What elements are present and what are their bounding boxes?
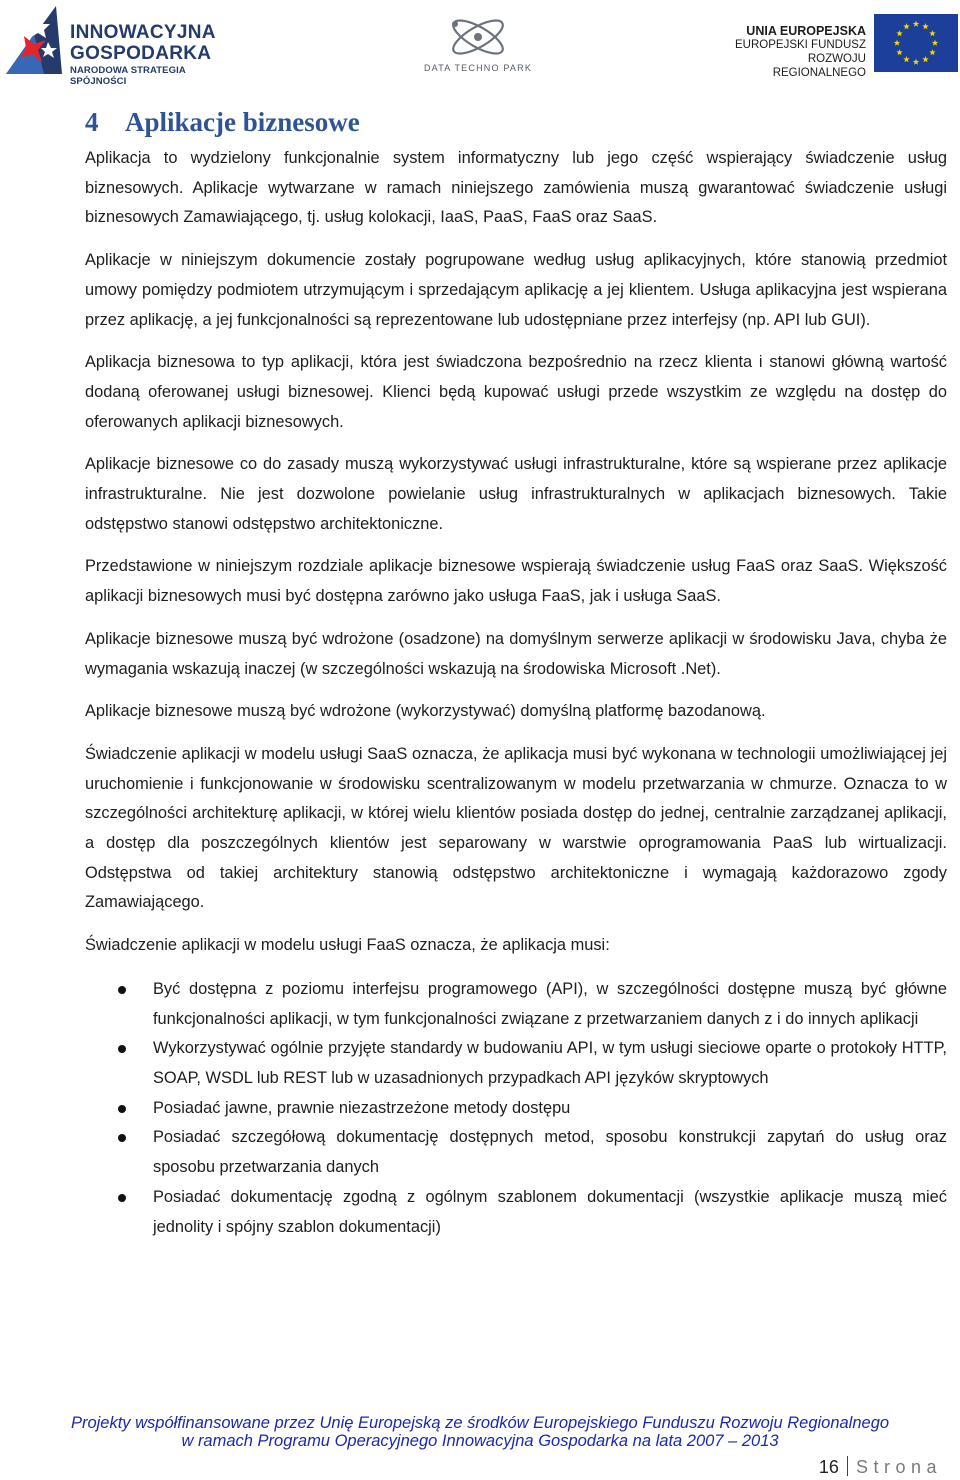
eu-flag-icon	[874, 14, 958, 72]
page-number-divider	[847, 1456, 848, 1476]
ig-line2: GOSPODARKA	[70, 43, 212, 64]
list-item	[85, 1183, 947, 1242]
paragraph: Aplikacja to wydzielony funkcjonalnie system informatyczny lub jego część wspierający świadczenie usług biznesowych. Aplikacje wytwarzane w ramach niniejszego zamówienia muszą gwarantować świadczenie usługi biznesowych Zamawiającego, tj. usług kolokacji, IaaS, PaaS, FaaS oraz SaaS.	[85, 149, 947, 227]
innovative-economy-logo	[4, 4, 244, 87]
page-footer	[0, 1414, 960, 1450]
bullet-icon	[118, 1194, 126, 1202]
list-item	[85, 975, 947, 1034]
section-number: 4	[85, 107, 99, 137]
list-item-text: Posiadać jawne, prawnie niezastrzeżone metody dostępu	[153, 1098, 571, 1117]
dtp-label: DATA TECHNO PARK	[423, 63, 533, 73]
list-item	[85, 1094, 947, 1124]
document-body	[85, 104, 947, 1242]
eu-logo	[728, 14, 958, 79]
bullet-icon	[118, 986, 126, 994]
list-item-text: Wykorzystywać ogólnie przyjęte standardy w budowaniu API, w tym usługi sieciowe oparte o protokoły HTTP, SOAP, WSDL lub REST lub w uzasadnionych przypadkach API języków skryptowych	[153, 1039, 947, 1087]
list-item-text: Posiadać dokumentację zgodną z ogólnym szablonem dokumentacji (wszystkie aplikacje muszą mieć jednolity i spójny szablon dokumentacji)	[153, 1187, 947, 1236]
paragraph: Aplikacje biznesowe co do zasady muszą wykorzystywać usługi infrastrukturalne, które są wspierane przez aplikacje infrastrukturalne. Nie jest dozwolone powielanie usług infrastrukturalnych w aplikacjach biznesowych. Takie odstępstwo stanowi odstępstwo architektoniczne.	[85, 455, 947, 533]
paragraph: Aplikacje w niniejszym dokumencie zostały pogrupowane według usług aplikacyjnych, które stanowią przedmiot umowy pomiędzy podmiotem utrzymującym i sprzedającym aplikację a jej klientem. Usługa aplikacyjna jest wspierana przez aplikację, a jej funkcjonalności są reprezentowane lub udostępniane przez interfejsy (np. API lub GUI).	[85, 251, 947, 329]
faas-requirements-list	[85, 975, 947, 1242]
bullet-icon	[118, 1105, 126, 1113]
eu-line1: UNIA EUROPEJSKA	[746, 24, 866, 38]
paragraph: Świadczenie aplikacji w modelu usługi SaaS oznacza, że aplikacja musi być wykonana w technologii umożliwiającej jej uruchomienie i funkcjonowanie w środowisku scentralizowanym w modelu przetwarzania w chmurze. Oznacza to w szczególności architekturę aplikacji, w której wielu klientów posiada dostęp do jednej, centralnie zarządzanej aplikacji, a dostęp dla poszczególnych klientów jest separowany w warstwie oprogramowania PaaS lub wirtualizacji. Odstępstwa od takiej architektury stanowią odstępstwo architektoniczne i wymagają każdorazowo zgody Zamawiającego.	[85, 744, 947, 912]
page-number	[819, 1456, 942, 1478]
list-item	[85, 1034, 947, 1093]
atom-icon	[443, 12, 513, 62]
eu-line2: EUROPEJSKI FUNDUSZ	[735, 39, 866, 51]
list-item-text: Posiadać szczegółową dokumentację dostępnych metod, sposobu konstrukcji zapytań do usług oraz sposobu przetwarzania danych	[153, 1128, 947, 1177]
list-item-text: Być dostępna z poziomu interfejsu programowego (API), w szczególności dostępne muszą być główne funkcjonalności aplikacji, w tym funkcjonalności związane z przetwarzaniem danych z i do innych aplikacji	[153, 979, 947, 1028]
footer-line1: Projekty współfinansowane przez Unię Europejską ze środków Europejskiego Funduszu Rozwoju Regionalnego	[70, 1414, 890, 1432]
paragraph: Przedstawione w niniejszym rozdziale aplikacje biznesowe wspierają świadczenie usług FaaS oraz SaaS. Większość aplikacji biznesowych musi być dostępna zarówno jako usługa FaaS, jak i usługa SaaS.	[85, 557, 947, 606]
innovative-economy-emblem-icon	[4, 4, 64, 76]
paragraph: Świadczenie aplikacji w modelu usługi FaaS oznacza, że aplikacja musi:	[85, 936, 610, 955]
paragraph: Aplikacja biznesowa to typ aplikacji, która jest świadczona bezpośrednio na rzecz klienta i stanowi główną wartość dodaną oferowanej usługi biznesowej. Klienci będą kupować usługi przede wszystkim ze względu na dostęp do oferowanych aplikacji biznesowych.	[85, 353, 947, 431]
ig-line3: NARODOWA STRATEGIA SPÓJNOŚCI	[70, 65, 186, 87]
eu-text	[728, 24, 866, 80]
paragraph: Aplikacje biznesowe muszą być wdrożone (osadzone) na domyślnym serwerze aplikacji w środowisku Java, chyba że wymagania wskazują inaczej (w szczególności wskazują na środowiska Microsoft .Net).	[85, 629, 947, 678]
section-heading	[85, 104, 947, 140]
data-techno-park-logo	[418, 12, 538, 78]
footer-line2: w ramach Programu Operacyjnego Innowacyjna Gospodarka na lata 2007 – 2013	[181, 1432, 779, 1450]
page-number-value: 16	[818, 1457, 839, 1477]
paragraph: Aplikacje biznesowe muszą być wdrożone (wykorzystywać) domyślną platformę bazodanową.	[85, 702, 766, 721]
bullet-icon	[118, 1045, 126, 1053]
bullet-icon	[118, 1134, 126, 1142]
eu-line3: ROZWOJU REGIONALNEGO	[772, 53, 866, 79]
ig-line1: INNOWACYJNA	[70, 22, 216, 43]
page-label: Strona	[855, 1457, 942, 1477]
section-title: Aplikacje biznesowe	[125, 107, 360, 137]
page-header	[0, 0, 960, 87]
list-item	[85, 1123, 947, 1182]
